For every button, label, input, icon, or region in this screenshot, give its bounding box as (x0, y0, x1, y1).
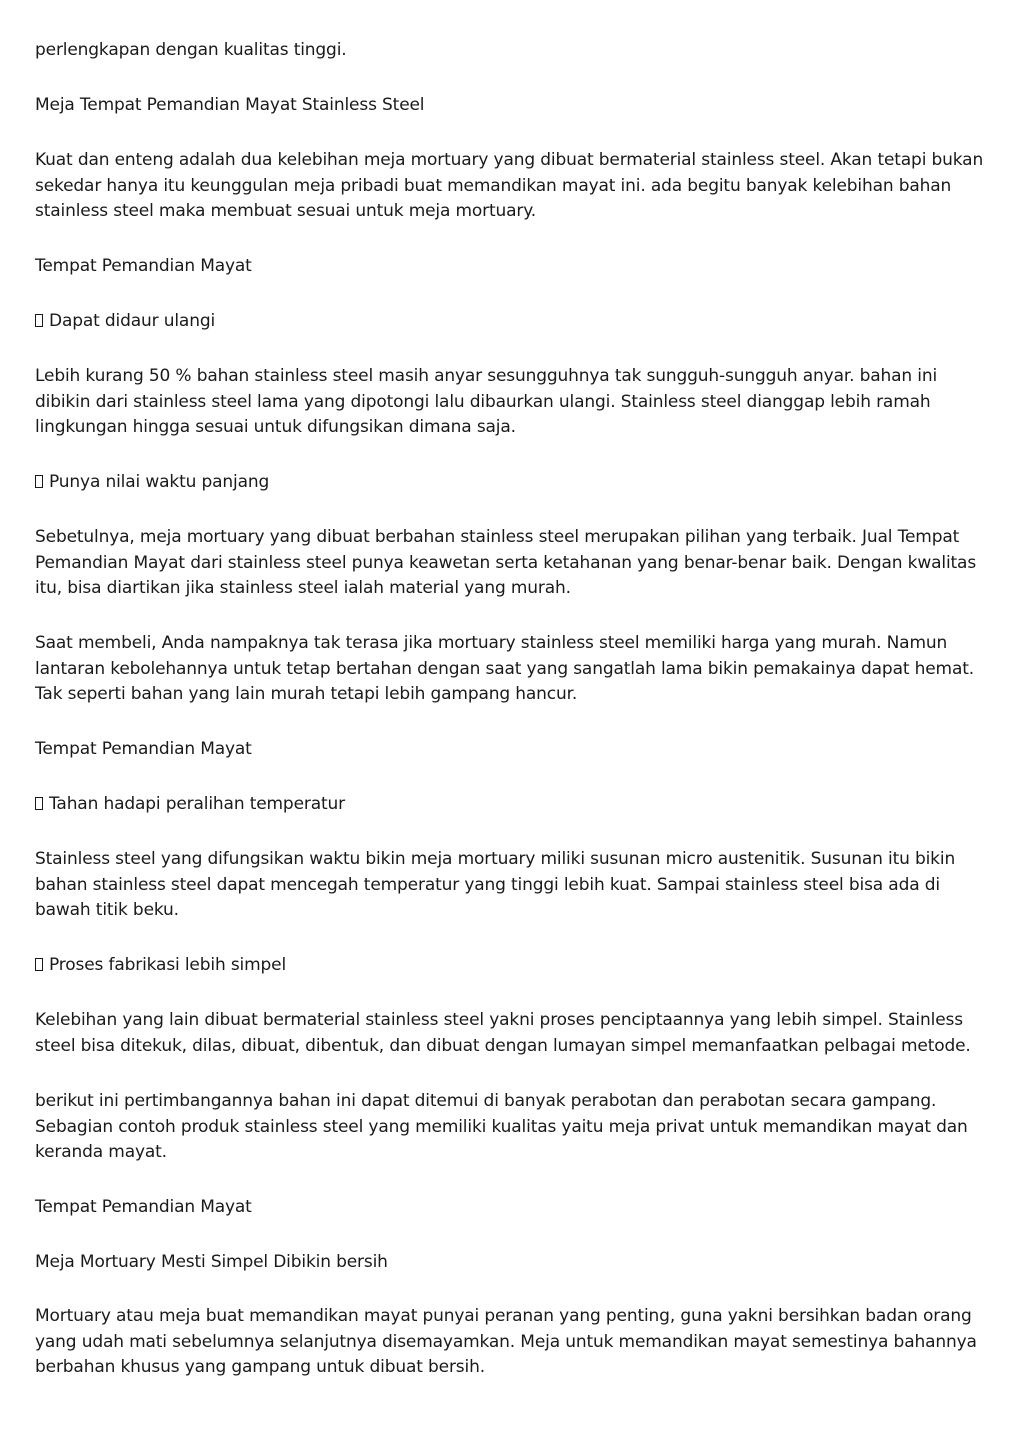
bullet-item (35, 953, 286, 979)
paragraph-heading: Tempat Pemandian Mayat (35, 256, 252, 276)
bullet-text: Proses fabrikasi lebih simpel (49, 955, 287, 975)
paragraph-heading: Tempat Pemandian Mayat (35, 1197, 252, 1217)
bullet-text: Punya nilai waktu panjang (49, 472, 270, 492)
paragraph: perlengkapan dengan kualitas tinggi. (35, 40, 347, 60)
paragraph: Kelebihan yang lain dibuat bermaterial stainless steel yakni proses penciptaannya yang lebih simpel. Stainless steel bisa ditekuk, dilas, dibuat, dibentuk, dan dibuat dengan lumayan simpel memanfaatkan pelbagai metode. (35, 1010, 971, 1056)
bullet-item (35, 792, 345, 818)
paragraph: Mortuary atau meja buat memandikan mayat punyai peranan yang penting, guna yakni bersihkan badan orang yang udah mati sebelumnya selanjutnya disemayamkan. Meja untuk memandikan mayat semestinya bahannya berbahan khusus yang gampang untuk dibuat bersih. (35, 1306, 977, 1378)
paragraph: Kuat dan enteng adalah dua kelebihan meja mortuary yang dibuat bermaterial stainless steel. Akan tetapi bukan sekedar hanya itu keunggulan meja pribadi buat memandikan mayat ini. ada begitu banyak kelebihan bahan stainless steel maka membuat sesuai untuk meja mortuary. (35, 150, 984, 222)
missing-glyph-icon (35, 475, 43, 488)
bullet-item (35, 309, 215, 335)
paragraph: Lebih kurang 50 % bahan stainless steel masih anyar sesungguhnya tak sungguh-sungguh anyar. bahan ini dibikin dari stainless steel lama yang dipotongi lalu dibaurkan ulangi. Stainless steel dianggap lebih ramah lingkungan hingga sesuai untuk difungsikan dimana saja. (35, 366, 938, 438)
paragraph-heading: Meja Tempat Pemandian Mayat Stainless Steel (35, 95, 425, 115)
paragraph: berikut ini pertimbangannya bahan ini dapat ditemui di banyak perabotan dan perabotan secara gampang. Sebagian contoh produk stainless steel yang memiliki kualitas yaitu meja privat untuk memandikan mayat dan keranda mayat. (35, 1091, 968, 1163)
bullet-item (35, 470, 269, 496)
missing-glyph-icon (35, 797, 43, 810)
missing-glyph-icon (35, 958, 43, 971)
paragraph-heading: Tempat Pemandian Mayat (35, 739, 252, 759)
bullet-text: Tahan hadapi peralihan temperatur (49, 794, 345, 814)
bullet-text: Dapat didaur ulangi (49, 311, 216, 331)
missing-glyph-icon (35, 314, 43, 327)
paragraph: Stainless steel yang difungsikan waktu bikin meja mortuary miliki susunan micro austenitik. Susunan itu bikin bahan stainless steel dapat mencegah temperatur yang tinggi lebih kuat. Sampai stainless steel bisa ada di bawah titik beku. (35, 849, 956, 921)
paragraph: Saat membeli, Anda nampaknya tak terasa jika mortuary stainless steel memiliki harga yang murah. Namun lantaran kebolehannya untuk tetap bertahan dengan saat yang sangatlah lama bikin pemakainya dapat hemat. Tak seperti bahan yang lain murah tetapi lebih gampang hancur. (35, 633, 974, 705)
paragraph: Sebetulnya, meja mortuary yang dibuat berbahan stainless steel merupakan pilihan yang terbaik. Jual Tempat Pemandian Mayat dari stainless steel punya keawetan serta ketahanan yang benar-benar baik. Dengan kwalitas itu, bisa diartikan jika stainless steel ialah material yang murah. (35, 527, 977, 599)
paragraph-heading: Meja Mortuary Mesti Simpel Dibikin bersih (35, 1252, 388, 1272)
